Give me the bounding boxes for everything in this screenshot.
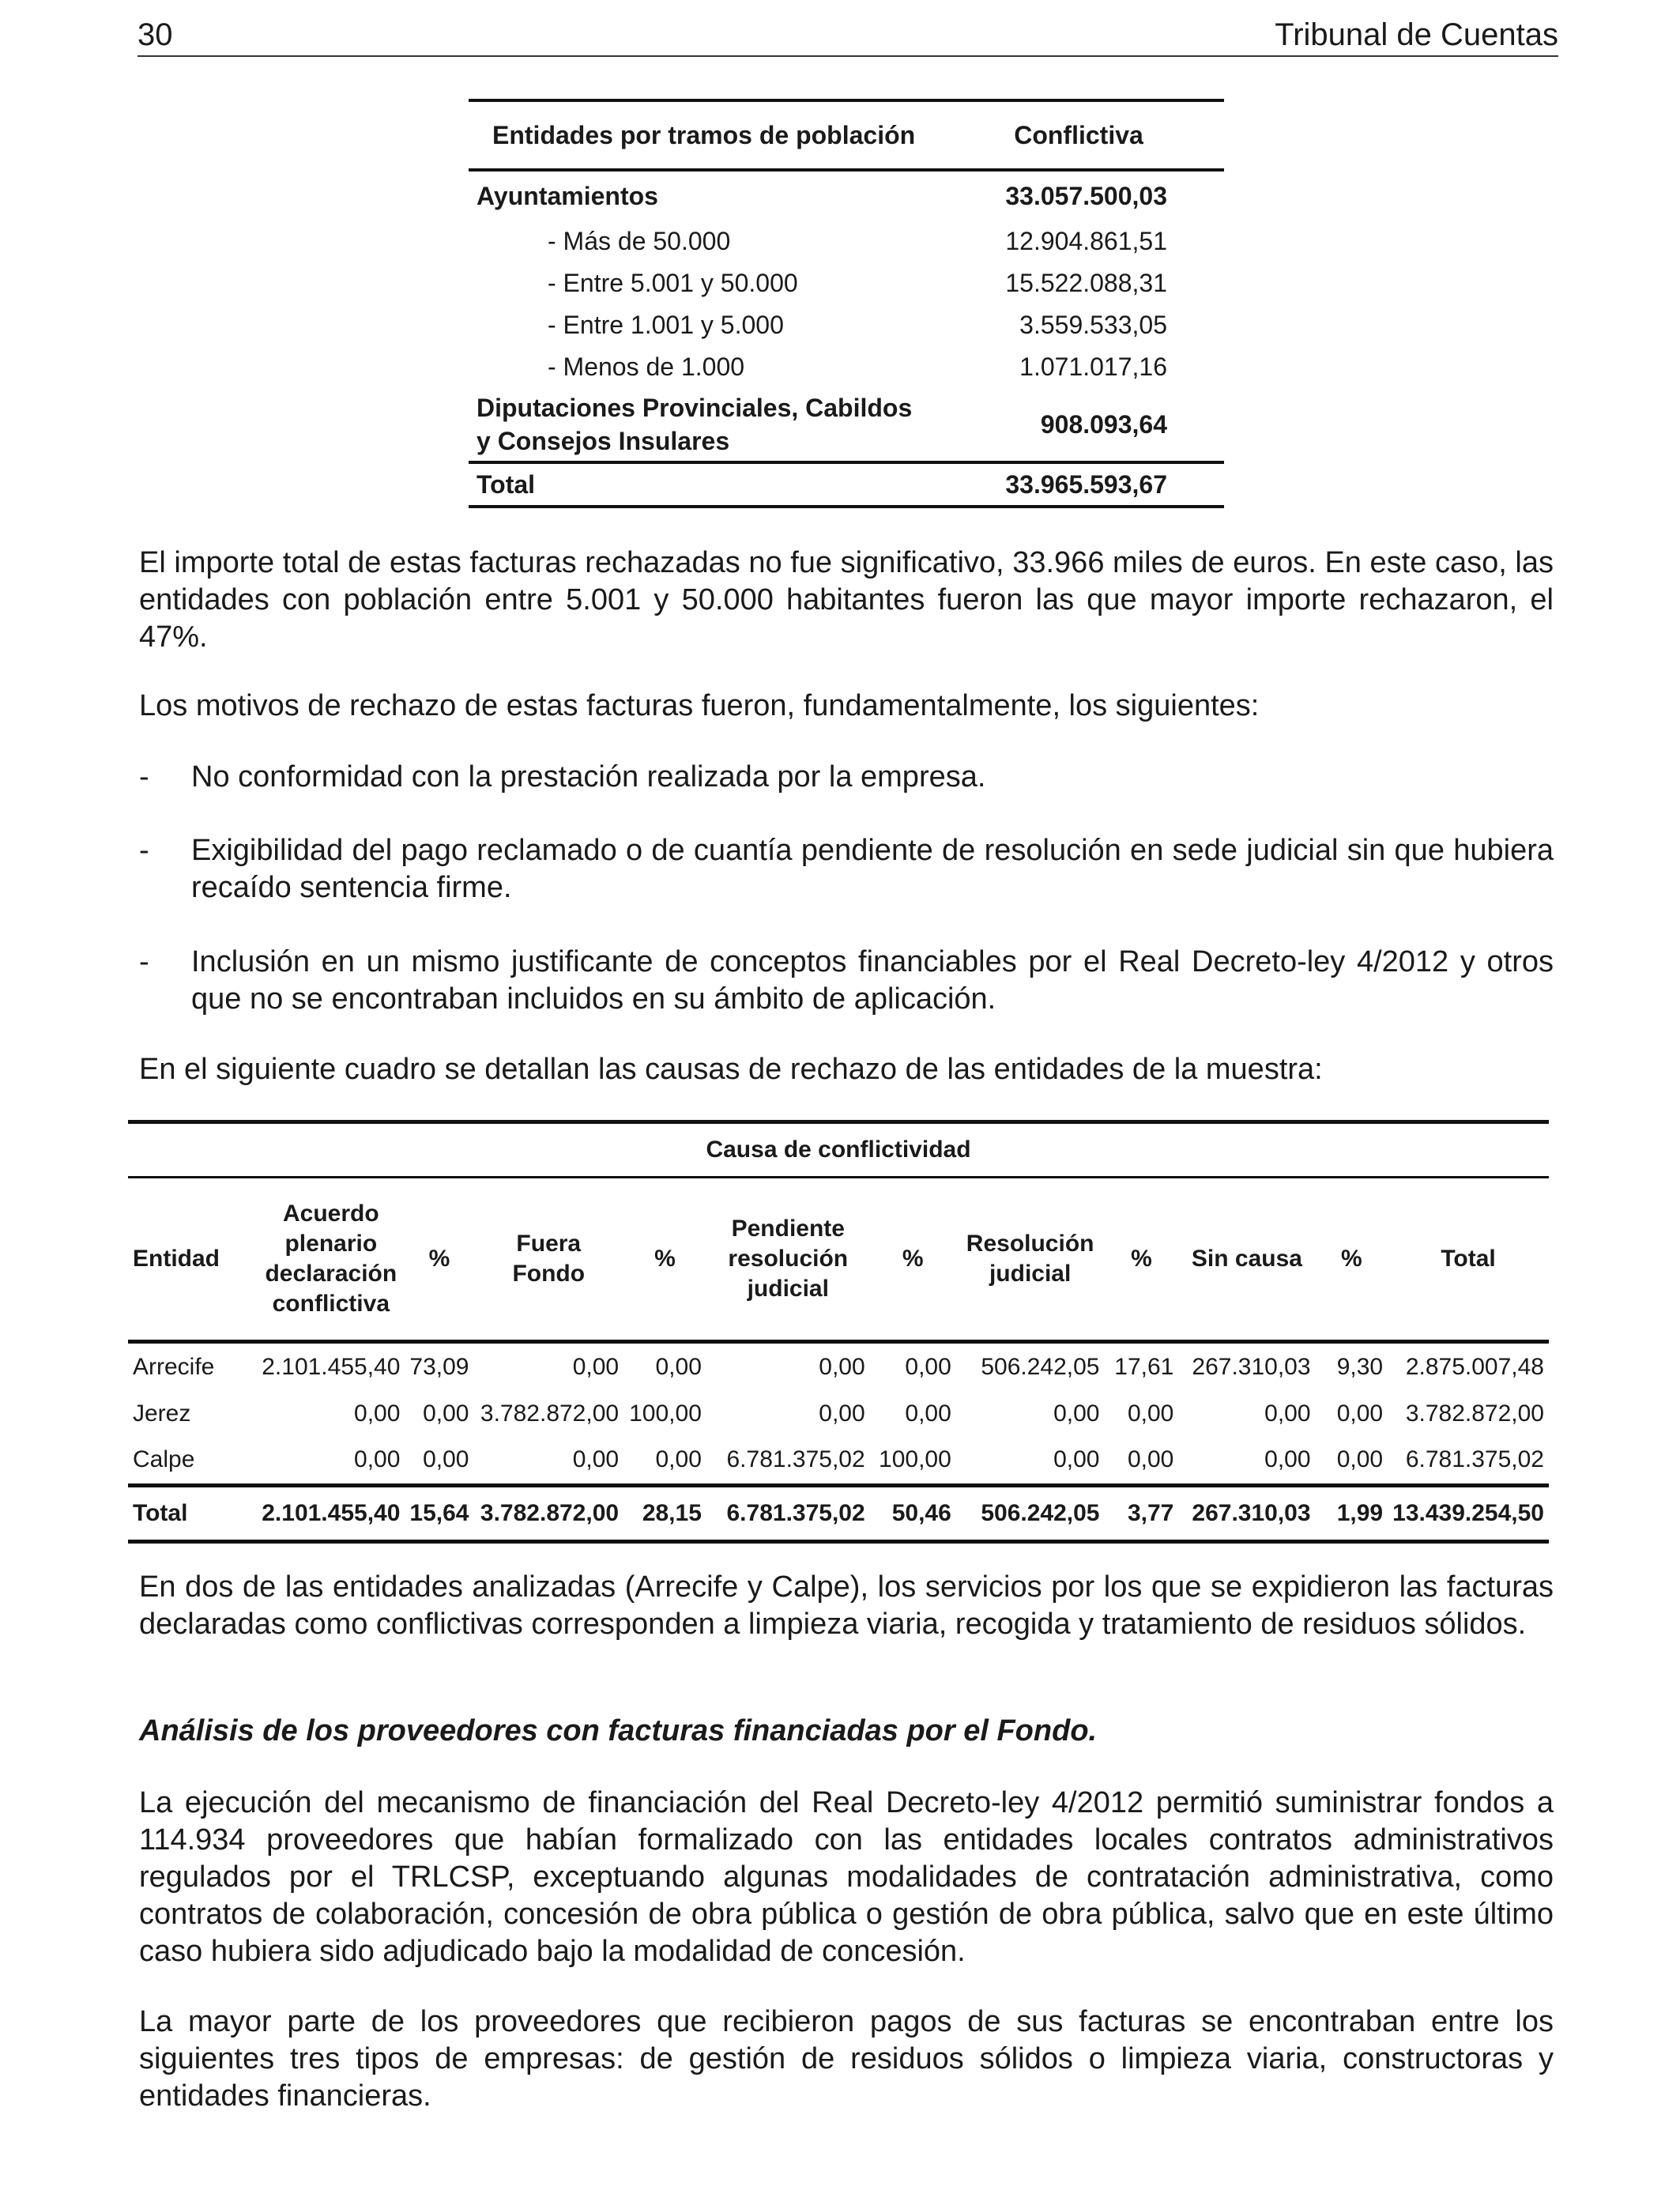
- column-header-entity: Entidades por tramos de población: [492, 120, 916, 149]
- table-row: - Entre 5.001 y 50.000 15.522.088,31: [548, 269, 1167, 297]
- paragraph: La ejecución del mecanismo de financiación del Real Decreto-ley 4/2012 permitió suministrar fondos a 114.934 proveedores que habían formalizado con las entidades locales contratos administrativos regulados por el TRLCSP, exceptuando algunas modalidades de contratación administrativa, como contratos de colaboración, concesión de obra pública o gestión de obra pública, salvo que en este último caso hubiera sido adjudicado bajo la modalidad de concesión.: [139, 1786, 1554, 1968]
- list-item: - Inclusión en un mismo justificante de conceptos financiables por el Real Decreto-ley 4/2012 y otros que no se encontraban incluidos en su ámbito de aplicación.: [139, 945, 1554, 1016]
- page-number: 30: [137, 17, 173, 52]
- paragraph: La mayor parte de los proveedores que recibieron pagos de sus facturas se encontraban entre los siguientes tres tipos de empresas: de gestión de residuos sólidos o limpieza viaria, constructoras y entidades financieras.: [139, 2005, 1554, 2113]
- column-header-value: Conflictiva: [1014, 120, 1143, 149]
- table-row: - Menos de 1.000 1.071.017,16: [548, 352, 1167, 381]
- table-row: Ayuntamientos 33.057.500,03: [477, 181, 1167, 210]
- list-item: - No conformidad con la prestación realizada por la empresa.: [139, 760, 986, 794]
- table-row: Diputaciones Provinciales, Cabildos y Consejos Insulares 908.093,64: [477, 394, 1167, 455]
- table-row: Calpe 0,00 0,00 0,00 0,00 6.781.375,02 100,00 0,00 0,00 0,00 0,00 6.781.375,02: [128, 1436, 1549, 1486]
- paragraph: Los motivos de rechazo de estas facturas fueron, fundamentalmente, los siguientes:: [139, 689, 1260, 722]
- table-row: Jerez 0,00 0,00 3.782.872,00 100,00 0,00 0,00 0,00 0,00 0,00 0,00 3.782.872,00: [133, 1400, 1544, 1427]
- table-row: - Entre 1.001 y 5.000 3.559.533,05: [548, 311, 1167, 339]
- table-row: - Más de 50.000 12.904.861,51: [548, 227, 1167, 255]
- paragraph: El importe total de estas facturas rechazadas no fue significativo, 33.966 miles de euros. En este caso, las entidades con población entre 5.001 y 50.000 habitantes fueron las que mayor importe rechazaron, el 47%.: [139, 546, 1554, 654]
- table-total-row: Total 33.965.593,67: [469, 462, 1224, 507]
- table-header-row: Entidad Acuerdo plenario declaración conflictiva % Fuera Fondo % Pendiente resolución judicial % Resolución judicial % Sin causa % Total: [128, 1178, 1549, 1342]
- list-item: - Exigibilidad del pago reclamado o de cuantía pendiente de resolución en sede judicial sin que hubiera recaído sentencia firme.: [139, 834, 1554, 904]
- table-row: Arrecife 2.101.455,40 73,09 0,00 0,00 0,00 0,00 506.242,05 17,61 267.310,03 9,30 2.875.007,48: [133, 1354, 1544, 1380]
- table-total-row: Total 2.101.455,40 15,64 3.782.872,00 28,15 6.781.375,02 50,46 506.242,05 3,77 267.310,03 1,99 13.439.254,50: [128, 1486, 1549, 1542]
- publication-title: Tribunal de Cuentas: [1275, 17, 1558, 52]
- population-table: [469, 99, 1224, 508]
- paragraph: En dos de las entidades analizadas (Arrecife y Calpe), los servicios por los que se expidieron las facturas declaradas como conflictivas corresponden a limpieza viaria, recogida y tratamiento de residuos sólidos.: [139, 1570, 1554, 1641]
- conflict-causes-table: [128, 1120, 1549, 1544]
- paragraph: En el siguiente cuadro se detallan las causas de rechazo de las entidades de la muestra:: [139, 1053, 1323, 1086]
- page-header: [137, 14, 1558, 57]
- section-heading: Análisis de los proveedores con facturas financiadas por el Fondo.: [139, 1714, 1098, 1747]
- group-header: Causa de conflictividad: [706, 1137, 971, 1163]
